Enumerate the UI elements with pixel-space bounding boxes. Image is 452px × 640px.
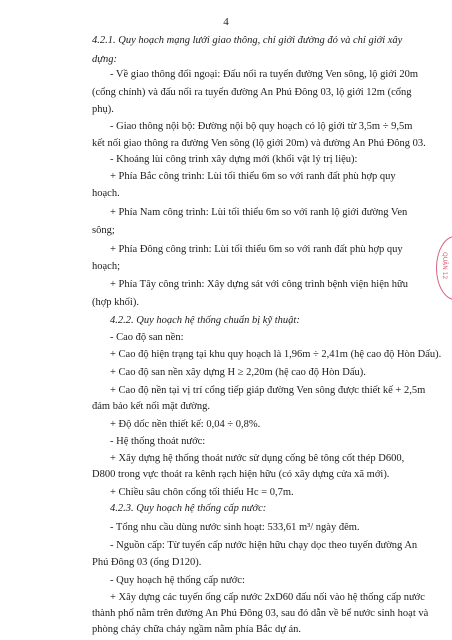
text-line: - Nguồn cấp: Từ tuyến cấp nước hiện hữu chạy dọc theo tuyến đường An [110, 540, 418, 551]
text-line: - Hệ thống thoát nước: [110, 436, 206, 447]
text-line: kết nối giao thông ra đường Ven sông (lộ giới 20m) và đường An Phú Đông 03. [92, 138, 426, 149]
text-line: phụ). [92, 104, 114, 115]
page-number: 4 [223, 16, 229, 28]
text-line: + Phía Tây công trình: Xây dựng sát với công trình bệnh viện hiện hữu [110, 279, 408, 290]
text-line: + Phía Đông công trình: Lùi tối thiểu 6m so với ranh đất phù hợp quy [110, 244, 403, 255]
text-line: sông; [92, 225, 115, 236]
text-line: (cổng chính) và đấu nối ra tuyến đường An Phú Đông 03, lộ giới 12m (cổng [92, 87, 412, 98]
text-line: - Giao thông nội bộ: Đường nội bộ quy hoạch có lộ giới từ 3,5m ÷ 9,5m [110, 121, 413, 132]
text-line: + Cao độ nền tại vị trí cổng tiếp giáp đường Ven sông được thiết kế + 2,5m [110, 385, 426, 396]
text-line: (hợp khối). [92, 297, 139, 308]
text-line: + Xây dựng các tuyến ống cấp nước 2xD60 đấu nối vào hệ thống cấp nước [110, 592, 425, 603]
text-line: thành phố nằm trên đường An Phú Đông 03, sau đó dẫn về bể nước sinh hoạt và [92, 608, 429, 619]
text-line: + Độ dốc nền thiết kế: 0,04 ÷ 0,8%. [110, 419, 261, 430]
text-line: - Tổng nhu cầu dùng nước sinh hoạt: 533,61 m³/ ngày đêm. [110, 522, 360, 533]
text-line: + Cao độ san nền xây dựng H ≥ 2,20m (hệ cao độ Hòn Dấu). [110, 367, 366, 378]
text-line: - Khoảng lùi công trình xây dựng mới (khối vật lý trị liệu): [110, 154, 358, 165]
text-line: + Xây dựng hệ thống thoát nước sử dụng cống bê tông cốt thép D600, [110, 453, 405, 464]
text-line: - Quy hoạch hệ thống cấp nước: [110, 575, 245, 586]
text-line: - Cao độ san nền: [110, 332, 184, 343]
section-heading: 4.2.1. Quy hoạch mạng lưới giao thông, chỉ giới đường đỏ và chỉ giới xây [92, 35, 403, 46]
section-heading: dựng: [92, 54, 117, 65]
text-line: hoạch. [92, 188, 120, 199]
text-line: + Chiều sâu chôn cống tối thiểu Hc = 0,7m. [110, 487, 294, 498]
section-heading: 4.2.3. Quy hoạch hệ thống cấp nước: [110, 503, 267, 514]
text-line: phòng cháy chữa cháy ngầm nằm phía Bắc dự án. [92, 624, 302, 635]
text-line: D800 trong vực thoát ra kênh rạch hiện hữu (có xây dựng cửa xã mới). [92, 469, 390, 480]
text-line: hoạch; [92, 261, 120, 272]
text-line: đảm bảo kết nối mặt đường. [92, 401, 210, 412]
text-line: + Phía Bắc công trình: Lùi tối thiểu 6m so với ranh đất phù hợp quy [110, 171, 396, 182]
text-line: + Phía Nam công trình: Lùi tối thiểu 6m so với ranh lộ giới đường Ven [110, 207, 408, 218]
text-line: Phú Đông 03 (ống D120). [92, 557, 202, 568]
text-line: + Cao độ hiện trạng tại khu quy hoạch là 1,96m ÷ 2,41m (hệ cao độ Hòn Dấu). [110, 349, 442, 360]
text-line: - Về giao thông đối ngoại: Đấu nối ra tuyến đường Ven sông, lộ giới 20m [110, 69, 419, 80]
section-heading: 4.2.2. Quy hoạch hệ thống chuẩn bị kỹ thuật: [110, 315, 300, 326]
stamp-text: QUẬN 12 [441, 252, 448, 280]
